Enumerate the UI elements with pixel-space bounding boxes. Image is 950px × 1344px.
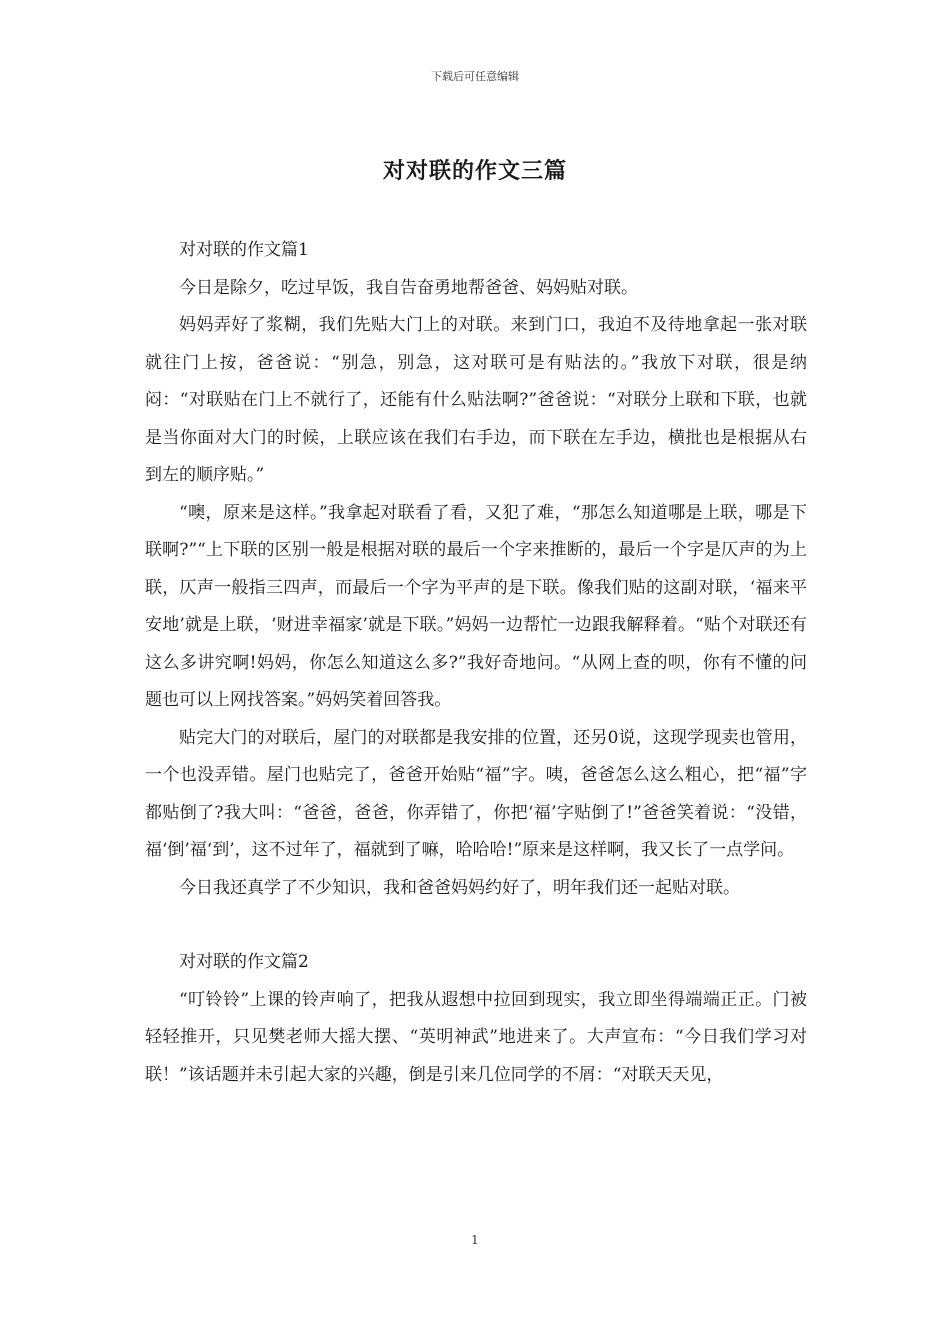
page-number: 1 bbox=[471, 1233, 479, 1247]
section-heading: 对对联的作文篇2 bbox=[179, 952, 309, 972]
paragraph: 今日我还真学了不少知识，我和爸爸妈妈约好了，明年我们还一起贴对联。 bbox=[179, 877, 740, 898]
section-heading: 对对联的作文篇1 bbox=[179, 240, 309, 260]
header-note: 下载后可任意编辑 bbox=[431, 70, 519, 83]
paragraph: 贴完大门的对联后，屋门的对联都是我安排的位置，还另0说，这现学现卖也管用，一个也没弄错。屋门也贴完了，爸爸开始贴“福”字。咦，爸爸怎么这么粗心，把“福”字都贴倒了?我大叫：“爸爸，爸爸，你弄错了，你把‘福’字贴倒了!”爸爸笑着说：“没错，福‘倒’福‘到’，这不过年了，福就到了嘛，哈哈哈!”原来是这样啊，我又长了一点学问。 bbox=[145, 727, 807, 860]
document-title: 对对联的作文三篇 bbox=[382, 158, 567, 184]
paragraph: “噢，原来是这样。”我拿起对联看了看，又犯了难，“那怎么知道哪是上联，哪是下联啊?”“上下联的区别一般是根据对联的最后一个字来推断的，最后一个字是仄声的为上联，仄声一般指三四声，而最后一个字为平声的是下联。像我们贴的这副对联，‘福来平安地’就是上联，‘财进幸福家’就是下联。”妈妈一边帮忙一边跟我解释着。“贴个对联还有这么多讲究啊!妈妈，你怎么知道这么多?”我好奇地问。“从网上查的呗，你有不懂的问题也可以上网找答案。”妈妈笑着回答我。 bbox=[145, 502, 807, 710]
paragraph: 妈妈弄好了浆糊，我们先贴大门上的对联。来到门口，我迫不及待地拿起一张对联就往门上按，爸爸说：“别急，别急，这对联可是有贴法的。”我放下对联，很是纳闷：“对联贴在门上不就行了，还能有什么贴法啊?”爸爸说：“对联分上联和下联，也就是当你面对大门的时候，上联应该在我们右手边，而下联在左手边，横批也是根据从右到左的顺序贴。” bbox=[145, 315, 807, 485]
paragraph: “叮铃铃”上课的铃声响了，把我从遐想中拉回到现实，我立即坐得端端正正。门被轻轻推开，只见樊老师大摇大摆、“英明神武”地进来了。大声宣布：“今日我们学习对联！”该话题并未引起大家的兴趣，倒是引来几位同学的不屑：“对联天天见， bbox=[145, 989, 807, 1085]
document-body bbox=[145, 232, 807, 1094]
paragraph: 今日是除夕，吃过早饭，我自告奋勇地帮爸爸、妈妈贴对联。 bbox=[179, 277, 638, 298]
section-gap bbox=[145, 907, 807, 944]
